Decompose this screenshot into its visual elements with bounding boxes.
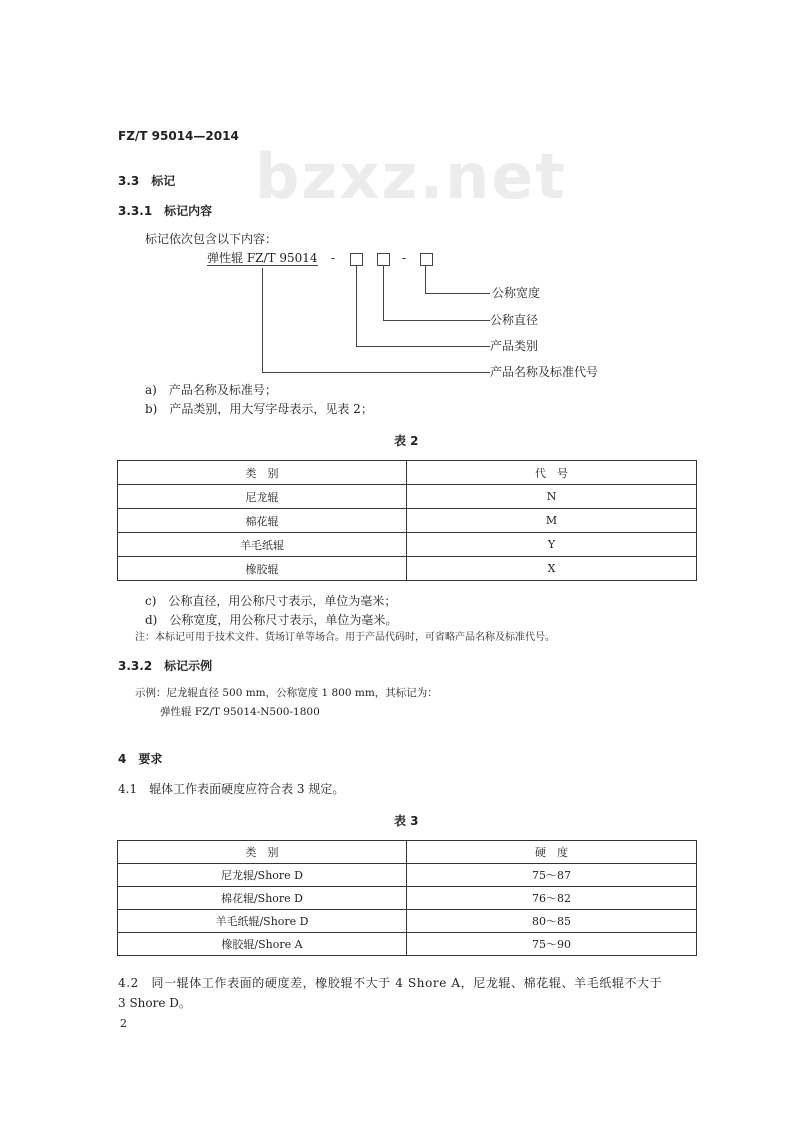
table-2 [117, 460, 697, 581]
label-product-category: 产品类别 [490, 339, 539, 353]
section-3-3-2-heading: 3.3.2 标记示例 [118, 659, 213, 673]
table-3 [117, 840, 697, 956]
section-4-1: 4.1 辊体工作表面硬度应符合表 3 规定。 [118, 782, 345, 796]
table-row: 羊毛纸辊 Y [118, 533, 697, 557]
page-number: 2 [120, 1017, 127, 1030]
table-header: 硬 度 [407, 841, 697, 864]
note: 注：本标记可用于技术文件、货场订单等场合。用于产品代码时，可省略产品名称及标准代号。 [135, 632, 555, 643]
section-3-3-1-heading: 3.3.1 标记内容 [118, 204, 213, 218]
table-2-title: 表 2 [394, 434, 419, 448]
example-line-1: 示例：尼龙辊直径 500 mm，公称宽度 1 800 mm，其标记为： [135, 687, 438, 699]
table-row: 尼龙辊/Shore D 75～87 [118, 864, 697, 887]
label-nominal-diameter: 公称直径 [490, 313, 539, 327]
table-header: 代 号 [407, 461, 697, 485]
section-4-2-line-1: 4.2 同一辊体工作表面的硬度差，橡胶辊不大于 4 Shore A，尼龙辊、棉花辊、羊毛纸辊不大于 [118, 976, 663, 990]
label-product-name-standard: 产品名称及标准代号 [490, 365, 599, 379]
watermark: bzxz.net [255, 140, 567, 213]
table-row: 棉花辊/Shore D 76～82 [118, 887, 697, 910]
header-standard-number: FZ/T 95014—2014 [118, 129, 239, 143]
table-row: 羊毛纸辊/Shore D 80～85 [118, 910, 697, 933]
list-item-b: b) 产品类别，用大写字母表示，见表 2； [145, 402, 373, 416]
intro-text: 标记依次包含以下内容： [145, 232, 278, 246]
table-row: 橡胶辊 X [118, 557, 697, 581]
section-3-3-heading: 3.3 标记 [118, 174, 176, 188]
table-row: 棉花辊 M [118, 509, 697, 533]
formula-prefix: 弹性辊 FZ/T 95014 [207, 251, 318, 265]
list-item-c: c) 公称直径，用公称尺寸表示，单位为毫米； [145, 594, 397, 608]
formula-dash: - [402, 251, 407, 265]
table-header: 类 别 [118, 461, 407, 485]
placeholder-box [350, 253, 363, 266]
table-3-title: 表 3 [394, 814, 419, 828]
table-row: 尼龙辊 N [118, 485, 697, 509]
list-item-d: d) 公称宽度，用公称尺寸表示，单位为毫米。 [145, 613, 398, 627]
formula-dash: - [331, 251, 336, 265]
placeholder-box [420, 253, 433, 266]
section-4-heading: 4 要求 [118, 752, 163, 766]
example-line-2: 弹性辊 FZ/T 95014-N500-1800 [160, 706, 320, 718]
table-row: 橡胶辊/Shore A 75～90 [118, 933, 697, 956]
table-header: 类 别 [118, 841, 407, 864]
label-nominal-width: 公称宽度 [492, 286, 541, 300]
list-item-a: a) 产品名称及标准号； [145, 383, 277, 397]
placeholder-box [377, 253, 390, 266]
section-4-2-line-2: 3 Shore D。 [118, 996, 191, 1010]
